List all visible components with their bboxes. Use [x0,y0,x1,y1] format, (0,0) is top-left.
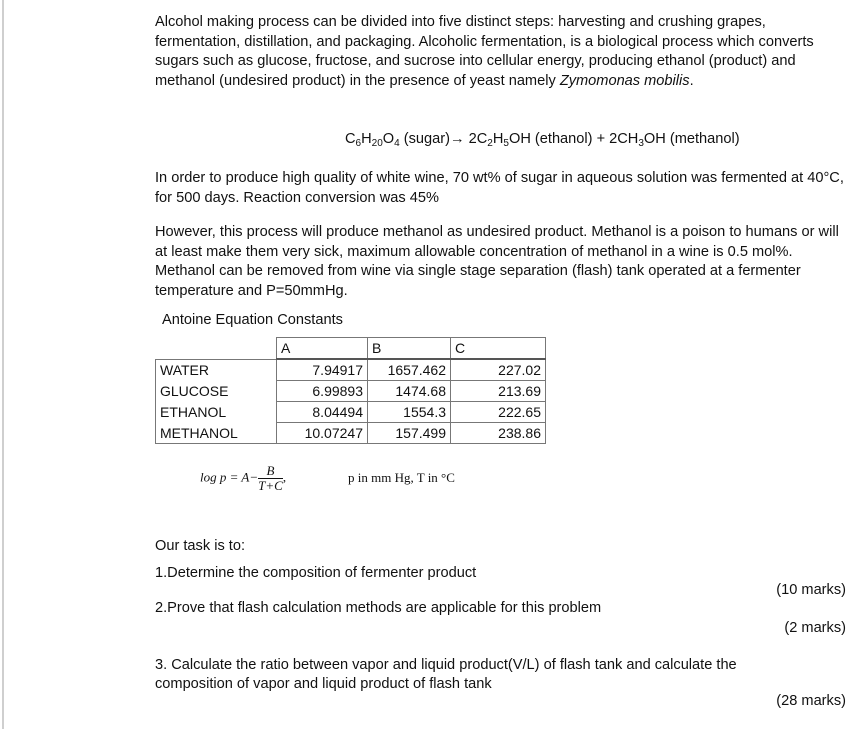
intro-period: . [689,72,694,89]
value-cell: 7.94917 [277,359,368,381]
value-cell: 6.99893 [277,381,368,402]
table-row [156,359,546,381]
value-cell: 1474.68 [368,381,451,402]
organism-name: Zymomonas mobilis [559,72,690,89]
eq-part: C [345,131,356,147]
value-cell: 1657.462 [368,359,451,381]
task-1: 1.Determine the composition of fermenter product [155,565,477,581]
eq-part: (sugar)→ 2C [399,131,488,147]
value-cell: 8.04494 [277,402,368,423]
eq-sub: 3 [638,138,644,149]
eq-sub: 4 [394,138,400,149]
task-3-marks: (28 marks) [776,693,846,709]
fermentation-paragraph: In order to produce high quality of white wine, 70 wt% of sugar in aqueous solution was fermented at 40°C, for 500 days. Reaction conversion was 45% [155,170,844,206]
eq-part: H [361,131,372,147]
value-cell: 238.86 [451,423,546,444]
column-header-c: C [451,338,546,360]
row-name-cell: ETHANOL [156,402,277,423]
value-cell: 227.02 [451,359,546,381]
table-row [156,423,546,444]
row-name-cell: METHANOL [156,423,277,444]
formula-denominator: T+C [258,478,283,493]
value-cell: 10.07247 [277,423,368,444]
eq-sub: 6 [355,138,362,149]
antoine-table-title: Antoine Equation Constants [162,312,343,328]
value-cell: 222.65 [451,402,546,423]
eq-part: OH (ethanol) + 2CH [508,131,639,147]
page-left-border [2,0,4,729]
task-2-marks: (2 marks) [784,620,846,636]
formula-comma: , [282,469,287,485]
intro-text: Alcohol making process can be divided into five distinct steps: harvesting and crushing grapes, fermentation, distillation, and packaging. Alcoholic fermentation, is a biological process which converts sugars such as glucose, fructose, and sucrose into cellular energy, producing ethanol (product) and methanol (undesired product) in the presence of yeast namely [155,14,814,89]
tasks-intro: Our task is to: [155,538,246,554]
units-note: p in mm Hg, T in °C [348,470,455,485]
methanol-paragraph: However, this process will produce methanol as undesired product. Methanol is a poison to humans or will at least make them very sick, maximum allowable concentration of methanol in a wine is 0.5 mol%. Methanol can be removed from wine via single stage separation (flash) tank operated at a fermenter temperature and P=50mmHg. [155,224,839,299]
task-3-line-1: 3. Calculate the ratio between vapor and liquid product(V/L) of flash tank and calculate the [155,657,737,673]
eq-part: O [382,131,395,147]
table-corner-cell [156,338,277,360]
row-name-cell: WATER [156,359,277,381]
task-2: 2.Prove that flash calculation methods are applicable for this problem [155,600,602,616]
column-header-b: B [368,338,451,360]
eq-part: OH (methanol) [643,131,740,147]
table-row [156,381,546,402]
formula-numerator: B [258,464,283,479]
antoine-formula [200,464,286,493]
eq-part: H [492,131,504,147]
task-3-line-2: composition of vapor and liquid product of flash tank [155,676,492,692]
formula-fraction [258,464,283,493]
antoine-constants-table [155,337,546,444]
eq-sub: 2 [487,138,493,149]
table-header-row [156,338,546,360]
formula-lhs: log p = A− [200,469,259,485]
reaction-equation [345,131,740,149]
value-cell: 1554.3 [368,402,451,423]
value-cell: 213.69 [451,381,546,402]
row-name-cell: GLUCOSE [156,381,277,402]
table-row [156,402,546,423]
value-cell: 157.499 [368,423,451,444]
task-1-marks: (10 marks) [776,582,846,598]
eq-sub: 5 [503,138,509,149]
intro-paragraph [155,13,845,91]
column-header-a: A [277,338,368,360]
eq-sub: 20 [371,138,383,149]
